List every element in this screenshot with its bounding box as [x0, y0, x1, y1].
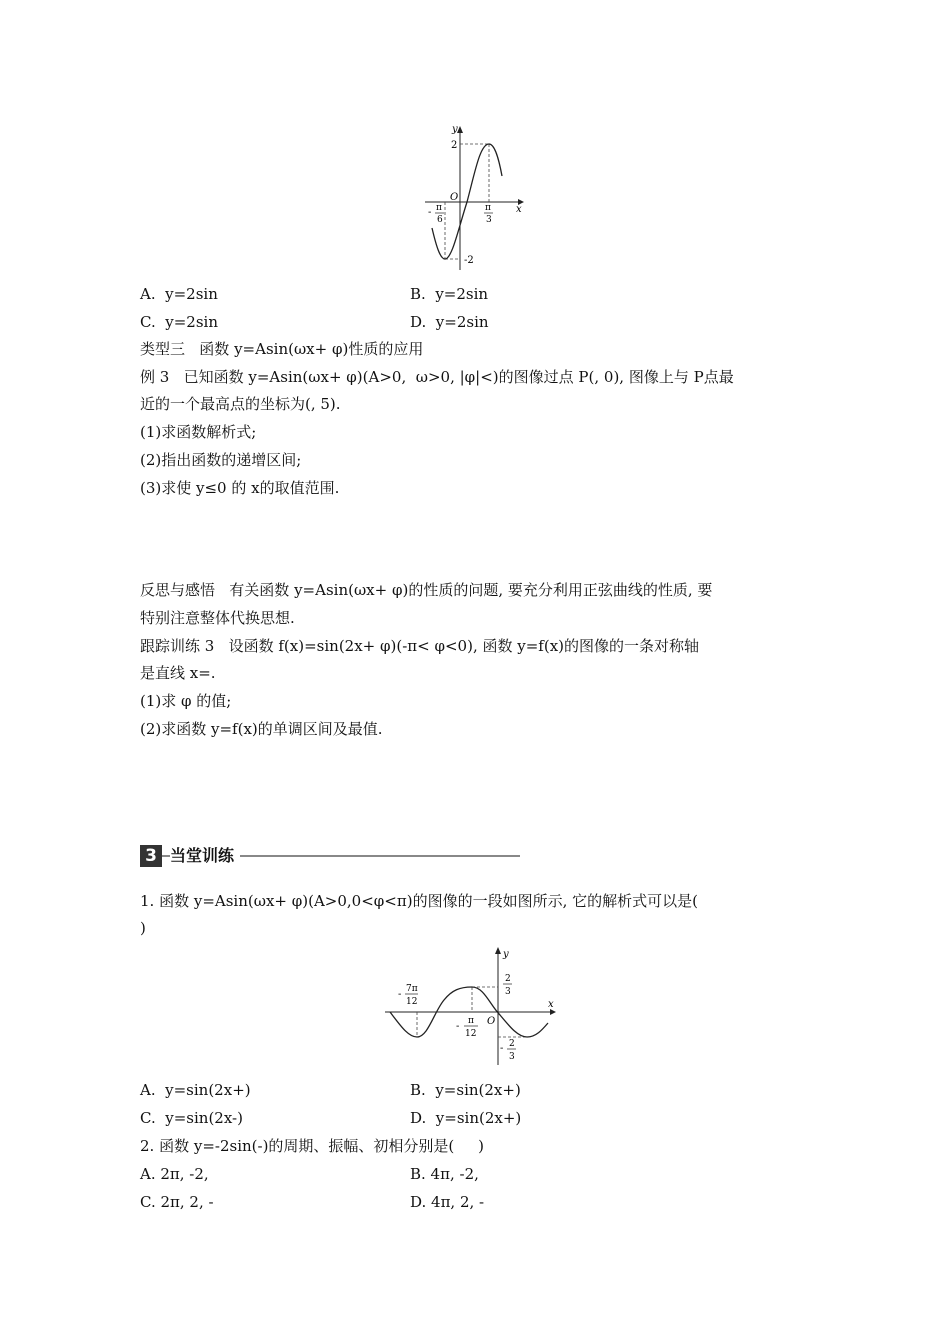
y-axis-label: y: [503, 949, 509, 960]
x-right-num: π: [485, 203, 491, 213]
y-top-den: 3: [505, 987, 511, 997]
option-c-top: C. y=2sin: [140, 313, 218, 331]
type3-heading: 类型三 函数 y=Asin(ωx+ φ)性质的应用: [140, 340, 424, 358]
q2-option-b: B. 4π, -2,: [410, 1165, 479, 1183]
example3-line1: 例 3 已知函数 y=Asin(ωx+ φ)(A>0, ω>0, |φ|<)的图像过点 P(, 0), 图像上与 P点最: [140, 368, 734, 386]
sine-graph-figure-2: [380, 945, 560, 1070]
x-axis-label: x: [548, 999, 554, 1010]
reflection-line2: 特别注意整体代换思想.: [140, 609, 295, 627]
y-min-label: -2: [464, 255, 474, 266]
y-axis-arrow: [457, 126, 463, 133]
q2-option-d: D. 4π, 2, -: [410, 1193, 485, 1211]
y-top-num: 2: [505, 974, 511, 984]
x-axis-label: x: [516, 204, 522, 215]
q2-option-c: C. 2π, 2, -: [140, 1193, 214, 1211]
option-b-top: B. y=2sin: [410, 285, 489, 303]
follow3-part1: (1)求 φ 的值;: [140, 692, 232, 710]
follow3-line2: 是直线 x=.: [140, 664, 216, 682]
q1-line2: ): [140, 919, 146, 937]
example3-part2: (2)指出函数的递增区间;: [140, 451, 302, 469]
q1-option-a: A. y=sin(2x+): [140, 1081, 251, 1099]
origin-label: O: [487, 1016, 496, 1027]
example3-part3: (3)求使 y≤0 的 x的取值范围.: [140, 479, 340, 497]
follow3-line1: 跟踪训练 3 设函数 f(x)=sin(2x+ φ)(-π< φ<0), 函数 y=f(x)的图像的一条对称轴: [140, 637, 700, 655]
x-right-den: 3: [486, 215, 492, 225]
y-max-label: 2: [451, 140, 458, 151]
x-b-num: π: [468, 1016, 474, 1026]
x-a-num: 7π: [406, 984, 418, 994]
origin-label: O: [450, 192, 459, 203]
x-left-num: π: [436, 203, 442, 213]
follow3-part2: (2)求函数 y=f(x)的单调区间及最值.: [140, 720, 383, 738]
option-d-top: D. y=2sin: [410, 313, 489, 331]
x-a-sign: -: [398, 989, 402, 1000]
y-axis-arrow: [495, 947, 501, 954]
y-axis-label: y: [452, 124, 458, 135]
x-left-den: 6: [437, 215, 443, 225]
x-b-den: 12: [465, 1029, 477, 1039]
x-a-den: 12: [406, 997, 418, 1007]
y-bottom-den: 3: [509, 1052, 515, 1062]
x-b-sign: -: [456, 1021, 460, 1032]
section-number: 3: [140, 845, 162, 867]
q1-line1: 1. 函数 y=Asin(ωx+ φ)(A>0,0<φ<π)的图像的一段如图所示, 它的解析式可以是(: [140, 892, 698, 910]
example3-part1: (1)求函数解析式;: [140, 423, 257, 441]
sine-graph-figure-1: [420, 120, 530, 275]
q1-option-d: D. y=sin(2x+): [410, 1109, 522, 1127]
q1-option-b: B. y=sin(2x+): [410, 1081, 521, 1099]
x-left-sign: -: [428, 207, 432, 218]
example3-line2: 近的一个最高点的坐标为(, 5).: [140, 395, 341, 413]
section-title: 当堂训练: [170, 845, 240, 867]
q2-option-a: A. 2π, -2,: [140, 1165, 209, 1183]
reflection-line1: 反思与感悟 有关函数 y=Asin(ωx+ φ)的性质的问题, 要充分利用正弦曲线的性质, 要: [140, 581, 713, 599]
q2-stem: 2. 函数 y=-2sin(-)的周期、振幅、初相分别是( ): [140, 1137, 484, 1155]
y-bottom-num: 2: [509, 1039, 515, 1049]
section-header: [140, 845, 520, 867]
option-a-top: A. y=2sin: [140, 285, 218, 303]
y-bottom-sign: -: [500, 1043, 504, 1054]
q1-option-c: C. y=sin(2x-): [140, 1109, 243, 1127]
